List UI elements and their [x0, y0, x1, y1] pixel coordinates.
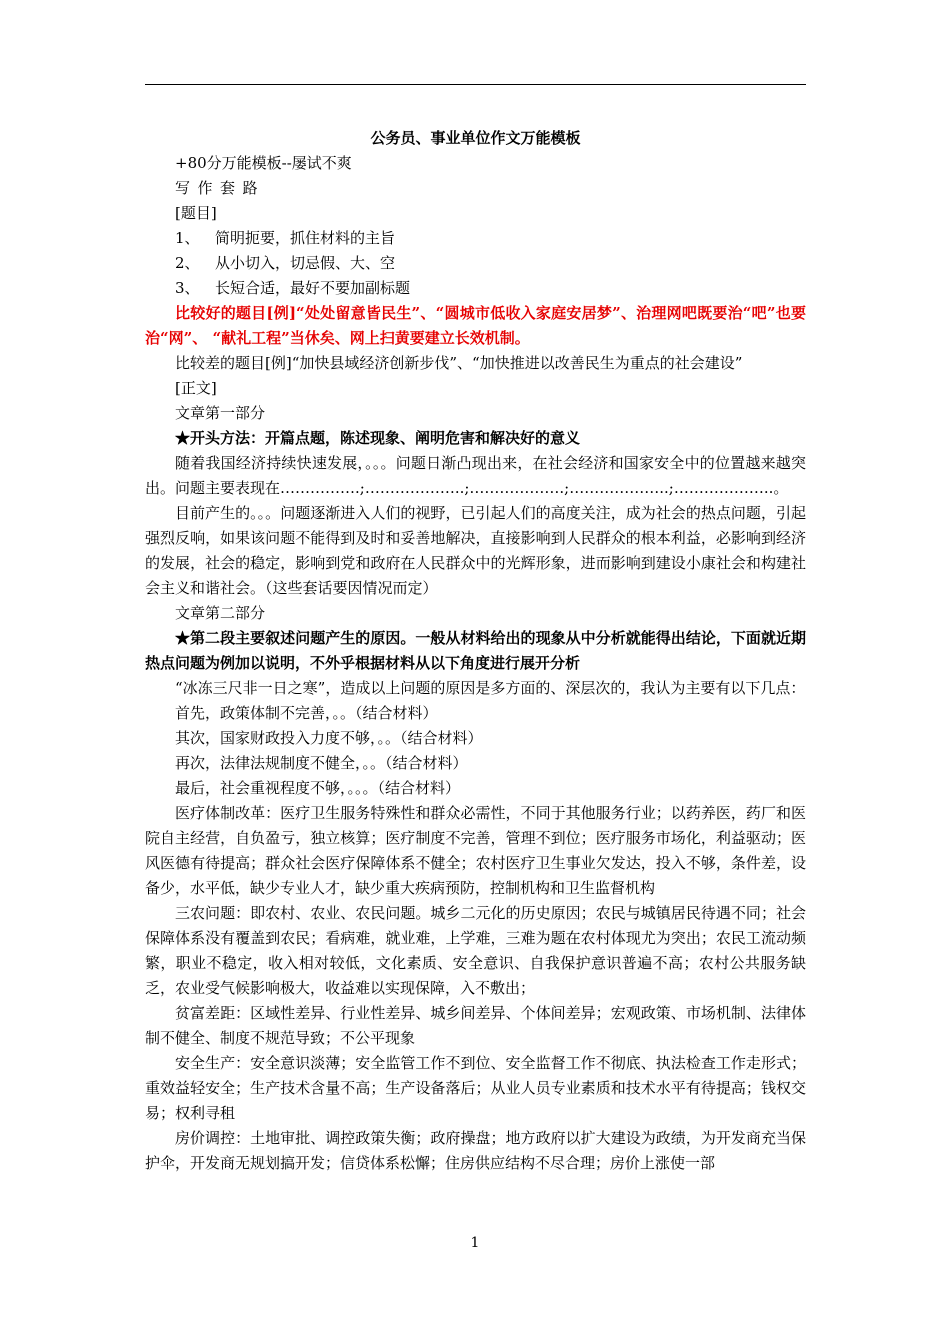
cause-second: 其次，国家财政投入力度不够，。。（结合材料）: [175, 729, 483, 747]
opening-method: ★开头方法：开篇点题，陈述现象、阐明危害和解决好的意义: [175, 429, 581, 447]
topic-item-text: 长短合适，最好不要加副标题: [215, 279, 411, 297]
topic-item: [145, 226, 806, 251]
topic-heading: [题目]: [175, 204, 217, 222]
opening-paragraph-1: 随着我国经济持续快速发展，。。。问题日渐凸现出来，在社会经济和国家安全中的位置越来越突出。问题主要表现在…………….;………………..;……………….;………………..;………………..。: [145, 454, 806, 497]
topic-item-number: 1、: [175, 229, 200, 247]
safety-production-paragraph: 安全生产：安全意识淡薄；安全监管工作不到位、安全监督工作不彻底、执法检查工作走形式；重效益轻安全；生产技术含量不高；生产设备落后；从业人员专业素质和技术水平有待提高；钱权交易；权利寻租: [145, 1054, 806, 1122]
medical-reform-paragraph: 医疗体制改革：医疗卫生服务特殊性和群众必需性，不同于其他服务行业；以药养医，药厂和医院自主经营，自负盈亏，独立核算；医疗制度不完善，管理不到位；医疗服务市场化，利益驱动；医风医德有待提高；群众社会医疗保障体系不健全；农村医疗卫生事业欠发达，投入不够，条件差，设备少，水平低，缺少专业人才，缺少重大疾病预防，控制机构和卫生监督机构: [145, 804, 806, 897]
page-number: 1: [470, 1235, 480, 1251]
body-heading: [正文]: [175, 379, 217, 397]
header-rule: [145, 84, 806, 85]
topic-item: [145, 276, 806, 301]
document-title: 公务员、事业单位作文万能模板: [370, 129, 581, 147]
document-body: [145, 126, 806, 1176]
cause-last: 最后，社会重视程度不够，。。。（结合材料）: [175, 779, 461, 797]
bad-titles-example: 比较差的题目[例]“加快县域经济创新步伐”、“加快推进以改善民生为重点的社会建设”: [175, 354, 743, 372]
housing-control-paragraph: 房价调控：土地审批、调控政策失衡；政府操盘；地方政府以扩大建设为政绩，为开发商充当保护伞，开发商无规划搞开发；信贷体系松懈；住房供应结构不尽合理；房价上涨使一部: [145, 1129, 806, 1172]
routine-heading: 写作套路: [175, 179, 266, 197]
topic-item-text: 简明扼要，抓住材料的主旨: [215, 229, 396, 247]
subtitle: +80分万能模板--屡试不爽: [175, 154, 352, 172]
wealth-gap-paragraph: 贫富差距：区域性差异、行业性差异、城乡间差异、个体间差异；宏观政策、市场机制、法律体制不健全、制度不规范导致；不公平现象: [145, 1004, 806, 1047]
opening-paragraph-2: 目前产生的。。。问题逐渐进入人们的视野，已引起人们的高度关注，成为社会的热点问题，引起强烈反响，如果该问题不能得到及时和妥善地解决，直接影响到人民群众的根本利益，必影响到经济的发展，社会的稳定，影响到党和政府在人民群众中的光辉形象，进而影响到建设小康社会和构建社会主义和谐社会。（这些套话要因情况而定）: [145, 504, 806, 597]
part-one-heading: 文章第一部分: [175, 404, 266, 422]
good-titles-example: 比较好的题目[例]“处处留意皆民生”、“圆城市低收入家庭安居梦”、治理网吧既要治“吧”也要治“网”、 “献礼工程”当休矣、网上扫黄要建立长效机制。: [145, 304, 806, 347]
topic-item-number: 2、: [175, 254, 200, 272]
part-two-heading: 文章第二部分: [175, 604, 266, 622]
topic-item-number: 3、: [175, 279, 200, 297]
topic-item: [145, 251, 806, 276]
topic-item-text: 从小切入，切忌假、大、空: [215, 254, 396, 272]
cause-first: 首先，政策体制不完善，。。（结合材料）: [175, 704, 438, 722]
cause-intro: “冰冻三尺非一日之寒”，造成以上问题的原因是多方面的、深层次的，我认为主要有以下几点：: [175, 679, 806, 697]
second-part-method: ★第二段主要叙述问题产生的原因。一般从材料给出的现象从中分析就能得出结论，下面就近期热点问题为例加以说明，不外乎根据材料从以下角度进行展开分析: [145, 629, 806, 672]
cause-third: 再次，法律法规制度不健全，。。（结合材料）: [175, 754, 468, 772]
sannong-paragraph: 三农问题：即农村、农业、农民问题。城乡二元化的历史原因；农民与城镇居民待遇不同；社会保障体系没有覆盖到农民；看病难，就业难，上学难，三难为题在农村体现尤为突出；农民工流动频繁，职业不稳定，收入相对较低，文化素质、安全意识、自我保护意识普遍不高；农村公共服务缺乏，农业受气候影响极大，收益难以实现保障，入不敷出；: [145, 904, 806, 997]
